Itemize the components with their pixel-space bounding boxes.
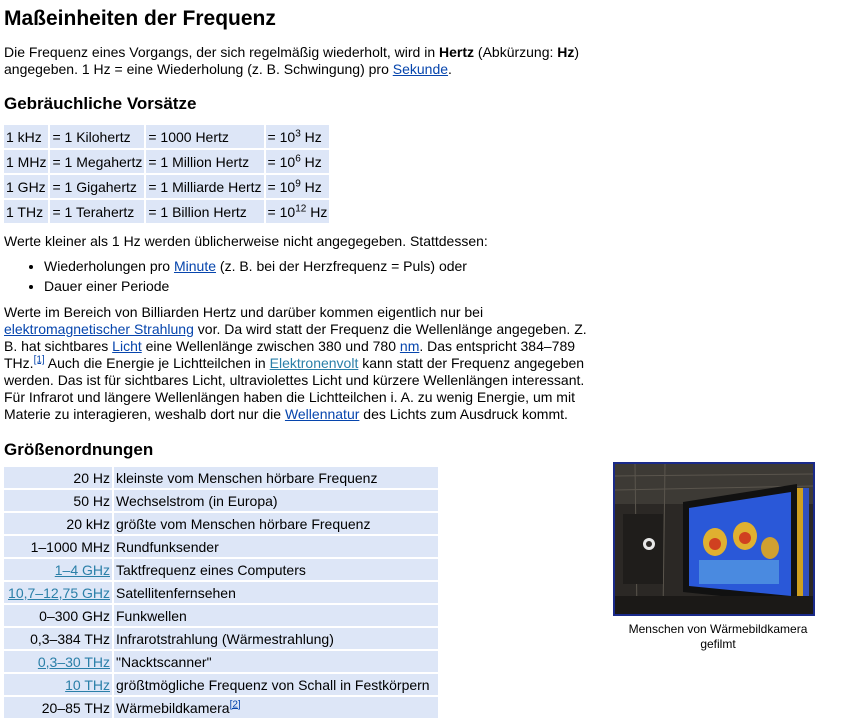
magnitudes-table xyxy=(2,465,440,720)
figure-caption: Menschen von Wärmebildkamera gefilmt xyxy=(628,622,808,651)
magnitude-value: 20 kHz xyxy=(4,513,112,534)
table-row xyxy=(4,651,438,672)
intro-paragraph xyxy=(4,44,594,78)
prefix-power xyxy=(266,200,330,223)
link-em-strahlung[interactable]: elektromagnetischer Strahlung xyxy=(4,321,194,337)
table-row xyxy=(4,628,438,649)
description-text: Funkwellen xyxy=(116,607,187,624)
bullet-text: Wiederholungen pro xyxy=(44,258,174,274)
prefix-unit: 1 THz xyxy=(4,200,48,223)
thermal-image-drawing xyxy=(615,464,813,614)
magnitude-value xyxy=(4,559,112,580)
magnitude-value: 0,3–384 THz xyxy=(4,628,112,649)
prefix-unit: 1 MHz xyxy=(4,150,48,173)
power-exponent: 6 xyxy=(295,152,301,164)
link-sekunde[interactable]: Sekunde xyxy=(392,61,449,77)
table-row xyxy=(4,536,438,557)
magnitude-value-link[interactable]: 10 THz xyxy=(65,676,110,693)
table-row xyxy=(4,200,329,223)
magnitude-value-link[interactable]: 10,7–12,75 GHz xyxy=(8,584,110,601)
table-row xyxy=(4,605,438,626)
magnitude-value: 20 Hz xyxy=(4,467,112,488)
intro-text-3: ) angegeben. 1 Hz = eine Wiederholung (z. B. Schwingung) pro xyxy=(4,44,580,77)
heading-prefixes: Gebräuchliche Vorsätze xyxy=(4,94,197,113)
prefix-name: = 1 Gigahertz xyxy=(50,175,144,198)
below-1hz-paragraph: Werte kleiner als 1 Hz werden üblicherweise nicht angegegeben. Stattdessen: xyxy=(4,233,488,249)
prefix-value: = 1 Billion Hertz xyxy=(146,200,263,223)
power-base: = 10 xyxy=(267,153,296,170)
intro-text-4: . xyxy=(448,61,452,77)
reference-1[interactable]: [1] xyxy=(33,354,45,366)
alternatives-list xyxy=(4,256,859,296)
link-minute[interactable]: Minute xyxy=(173,258,217,274)
magnitude-description xyxy=(114,536,438,557)
power-exponent: 12 xyxy=(295,202,307,214)
para-text: des Lichts zum Ausdruck kommt. xyxy=(359,406,568,422)
magnitude-value-link[interactable]: 0,3–30 THz xyxy=(37,653,110,670)
description-text: Wechselstrom (in Europa) xyxy=(116,492,278,509)
reference-2[interactable]: [2] xyxy=(229,698,241,710)
wavelength-paragraph xyxy=(4,304,602,423)
power-exponent: 3 xyxy=(295,127,301,139)
prefix-table xyxy=(2,123,331,225)
magnitude-value: 50 Hz xyxy=(4,490,112,511)
table-row xyxy=(4,697,438,718)
table-row xyxy=(4,674,438,695)
table-row xyxy=(4,490,438,511)
para-text: Auch die Energie je Lichtteilchen in xyxy=(44,355,270,371)
table-row xyxy=(4,125,329,148)
hertz-term: Hertz xyxy=(439,44,475,60)
thermal-camera-figure xyxy=(613,462,823,652)
power-base: = 10 xyxy=(267,178,296,195)
thermal-image[interactable] xyxy=(613,462,815,616)
link-wellennatur[interactable]: Wellennatur xyxy=(284,406,360,422)
magnitude-value: 20–85 THz xyxy=(4,697,112,718)
description-text: Satellitenfernsehen xyxy=(116,584,236,601)
prefix-power xyxy=(266,175,330,198)
prefix-value: = 1000 Hertz xyxy=(146,125,263,148)
description-text: "Nacktscanner" xyxy=(116,653,212,670)
magnitude-description xyxy=(114,651,438,672)
magnitude-description xyxy=(114,628,438,649)
magnitude-value: 1–1000 MHz xyxy=(4,536,112,557)
link-nm[interactable]: nm xyxy=(399,338,420,354)
list-item: • Dauer einer Periode xyxy=(44,276,859,296)
link-elektronenvolt[interactable]: Elektronenvolt xyxy=(269,355,359,371)
prefix-power xyxy=(266,125,330,148)
table-row xyxy=(4,513,438,534)
description-text: Wärmebildkamera xyxy=(116,699,230,716)
magnitude-description xyxy=(114,513,438,534)
magnitude-description xyxy=(114,697,438,718)
link-licht[interactable]: Licht xyxy=(112,338,142,354)
table-row xyxy=(4,582,438,603)
power-suffix: Hz xyxy=(300,178,322,195)
para-text: eine Wellenlänge zwischen 380 und 780 xyxy=(141,338,400,354)
description-text: kleinste vom Menschen hörbare Frequenz xyxy=(116,469,378,486)
prefix-value: = 1 Million Hertz xyxy=(146,150,263,173)
para-text: . Das entspricht 384–789 THz. xyxy=(4,338,576,371)
magnitude-description xyxy=(114,605,438,626)
prefix-name: = 1 Megahertz xyxy=(50,150,144,173)
bullet-text: (z. B. bei der Herzfrequenz = Puls) oder xyxy=(216,258,467,274)
description-text: Taktfrequenz eines Computers xyxy=(116,561,306,578)
power-base: = 10 xyxy=(267,128,296,145)
list-item xyxy=(44,256,859,276)
magnitude-value xyxy=(4,582,112,603)
power-suffix: Hz xyxy=(300,128,322,145)
prefix-value: = 1 Milliarde Hertz xyxy=(146,175,263,198)
description-text: größte vom Menschen hörbare Frequenz xyxy=(116,515,371,532)
magnitude-description xyxy=(114,674,438,695)
power-exponent: 9 xyxy=(295,177,301,189)
magnitude-value xyxy=(4,651,112,672)
magnitude-value: 0–300 GHz xyxy=(4,605,112,626)
prefix-name: = 1 Kilohertz xyxy=(50,125,144,148)
power-base: = 10 xyxy=(267,203,296,220)
prefix-unit: 1 GHz xyxy=(4,175,48,198)
magnitude-value-link[interactable]: 1–4 GHz xyxy=(54,561,110,578)
description-text: Rundfunksender xyxy=(116,538,219,555)
para-text: Werte im Bereich von Billiarden Hertz und darüber kommen eigentlich nur bei xyxy=(4,304,484,320)
description-text: Infrarotstrahlung (Wärmestrahlung) xyxy=(116,630,334,647)
prefix-name: = 1 Terahertz xyxy=(50,200,144,223)
para-text: kann statt der Frequenz angegeben werden. Das ist für sichtbares Licht, ultraviolettes Licht und kürzere Wellenlängen interessant. Für Infrarot und längere Wellenlängen haben die Lichtteilchen i. A. zu wenig Energie, um mit Materie zu interagieren, weshalb dort nur die xyxy=(4,355,585,422)
prefix-power xyxy=(266,150,330,173)
table-row xyxy=(4,175,329,198)
page-title: Maßeinheiten der Frequenz xyxy=(4,7,276,30)
intro-text-1: Die Frequenz eines Vorgangs, der sich regelmäßig wiederholt, wird in xyxy=(4,44,439,60)
magnitude-description xyxy=(114,582,438,603)
description-text: größtmögliche Frequenz von Schall in Festkörpern xyxy=(116,676,430,693)
para-text: vor. Da wird statt der Frequenz die Wellenlänge angegeben. Z. B. hat sichtbares xyxy=(4,321,587,354)
power-suffix: Hz xyxy=(300,153,322,170)
magnitude-description xyxy=(114,490,438,511)
table-row xyxy=(4,559,438,580)
magnitude-description xyxy=(114,559,438,580)
prefix-unit: 1 kHz xyxy=(4,125,48,148)
magnitude-value xyxy=(4,674,112,695)
magnitude-description xyxy=(114,467,438,488)
hz-term: Hz xyxy=(557,44,575,60)
table-row xyxy=(4,150,329,173)
power-suffix: Hz xyxy=(306,203,328,220)
intro-text-2: (Abkürzung: xyxy=(474,44,558,60)
heading-magnitudes: Größenordnungen xyxy=(4,440,154,459)
table-row xyxy=(4,467,438,488)
